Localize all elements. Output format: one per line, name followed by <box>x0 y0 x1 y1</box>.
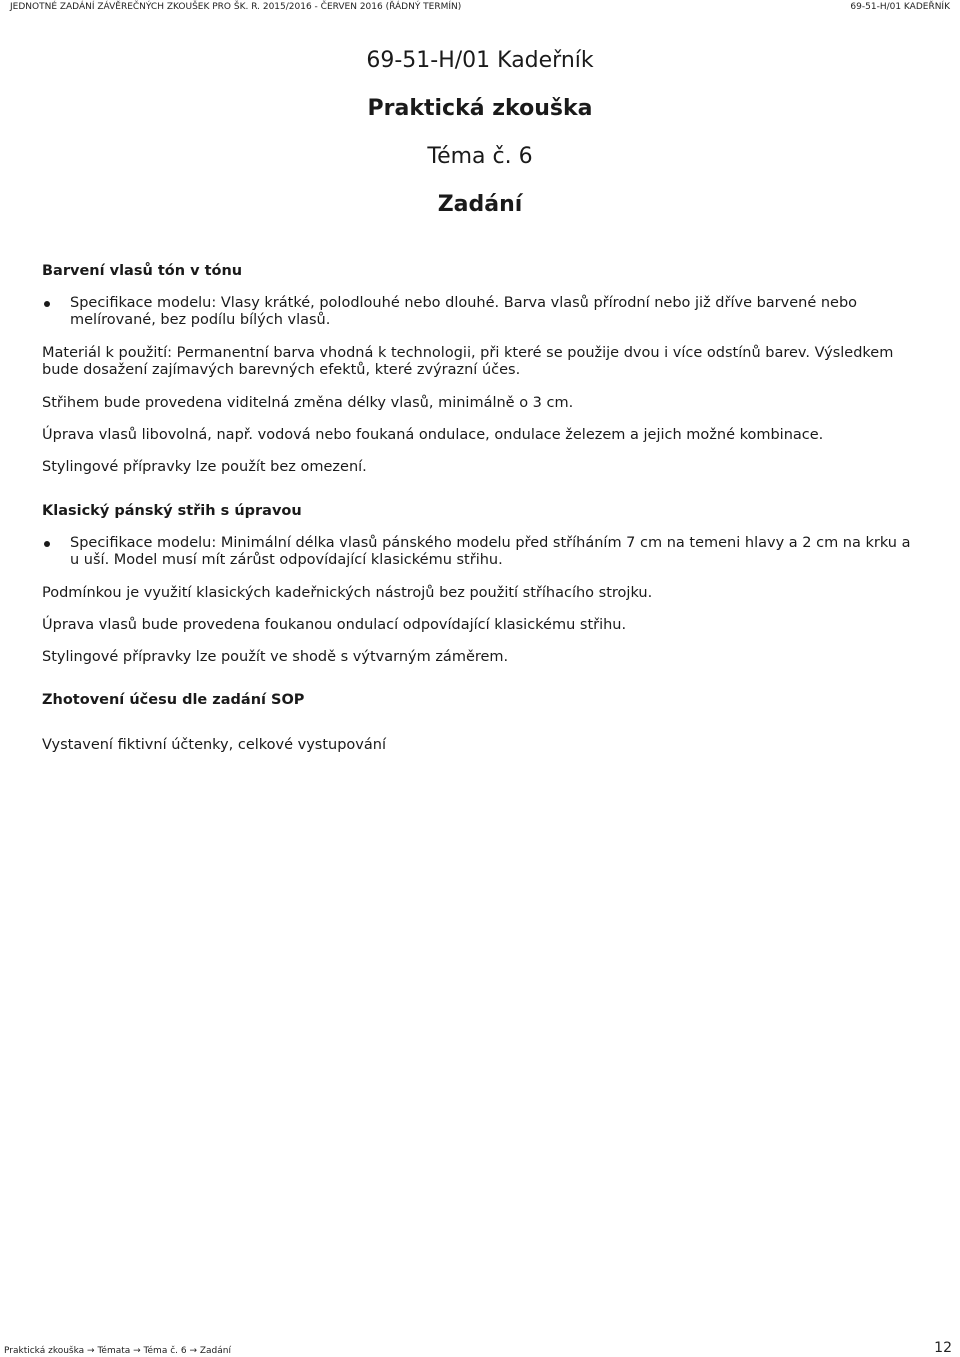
title-block <box>0 40 960 226</box>
section3-paragraph: Vystavení fiktivní účtenky, celkové vystupování <box>42 737 386 753</box>
section1-paragraph-cut: Střihem bude provedena viditelná změna délky vlasů, minimálně o 3 cm. <box>42 395 574 411</box>
qualification-code-title: 69-51-H/01 Kadeřník <box>366 48 594 73</box>
section1-paragraph-material: Materiál k použití: Permanentní barva vhodná k technologii, při které se použije dvou i více odstínů barev. Výsledkem bude dosažení zajímavých barevných efektů, které zvýrazní účes. <box>42 345 894 378</box>
section2-bullet <box>42 535 912 569</box>
section1-paragraph-products: Stylingové přípravky lze použít bez omezení. <box>42 459 367 475</box>
topic-title: Téma č. 6 <box>427 144 533 169</box>
header-right: 69-51-H/01 KADEŘNÍK <box>850 2 950 12</box>
section2-bullet-text: Specifikace modelu: Minimální délka vlasů pánského modelu před stříháním 7 cm na temeni hlavy a 2 cm na krku a u uší. Model musí mít zárůst odpovídající klasickému střihu. <box>70 535 911 568</box>
section1-heading: Barvení vlasů tón v tónu <box>42 263 243 279</box>
breadcrumb: Praktická zkouška → Témata → Téma č. 6 → Zadání <box>4 1346 231 1356</box>
assignment-title: Zadání <box>437 192 523 217</box>
page-number: 12 <box>934 1340 952 1356</box>
section2-heading: Klasický pánský střih s úpravou <box>42 503 302 519</box>
section2-paragraph-styling: Úprava vlasů bude provedena foukanou ondulací odpovídající klasickému střihu. <box>42 617 627 633</box>
section1-bullet-text: Specifikace modelu: Vlasy krátké, polodlouhé nebo dlouhé. Barva vlasů přírodní nebo již dříve barvené nebo melírované, bez podílu bílých vlasů. <box>70 295 858 328</box>
bullet-icon <box>42 295 70 329</box>
section1-bullet <box>42 295 912 329</box>
running-header <box>10 2 950 16</box>
section3-heading: Zhotovení účesu dle zadání SOP <box>42 692 305 708</box>
bullet-icon <box>42 535 70 569</box>
section2-paragraph-tools: Podmínkou je využití klasických kadeřnických nástrojů bez použití stříhacího strojku. <box>42 585 653 601</box>
section2-paragraph-products: Stylingové přípravky lze použít ve shodě s výtvarným záměrem. <box>42 649 509 665</box>
header-left: JEDNOTNÉ ZADÁNÍ ZÁVĚREČNÝCH ZKOUŠEK PRO ŠK. R. 2015/2016 - ČERVEN 2016 (ŘÁDNÝ TERMÍN) <box>10 2 462 12</box>
exam-title: Praktická zkouška <box>367 96 593 121</box>
section1-paragraph-styling: Úprava vlasů libovolná, např. vodová nebo foukaná ondulace, ondulace železem a jejich možné kombinace. <box>42 427 824 443</box>
